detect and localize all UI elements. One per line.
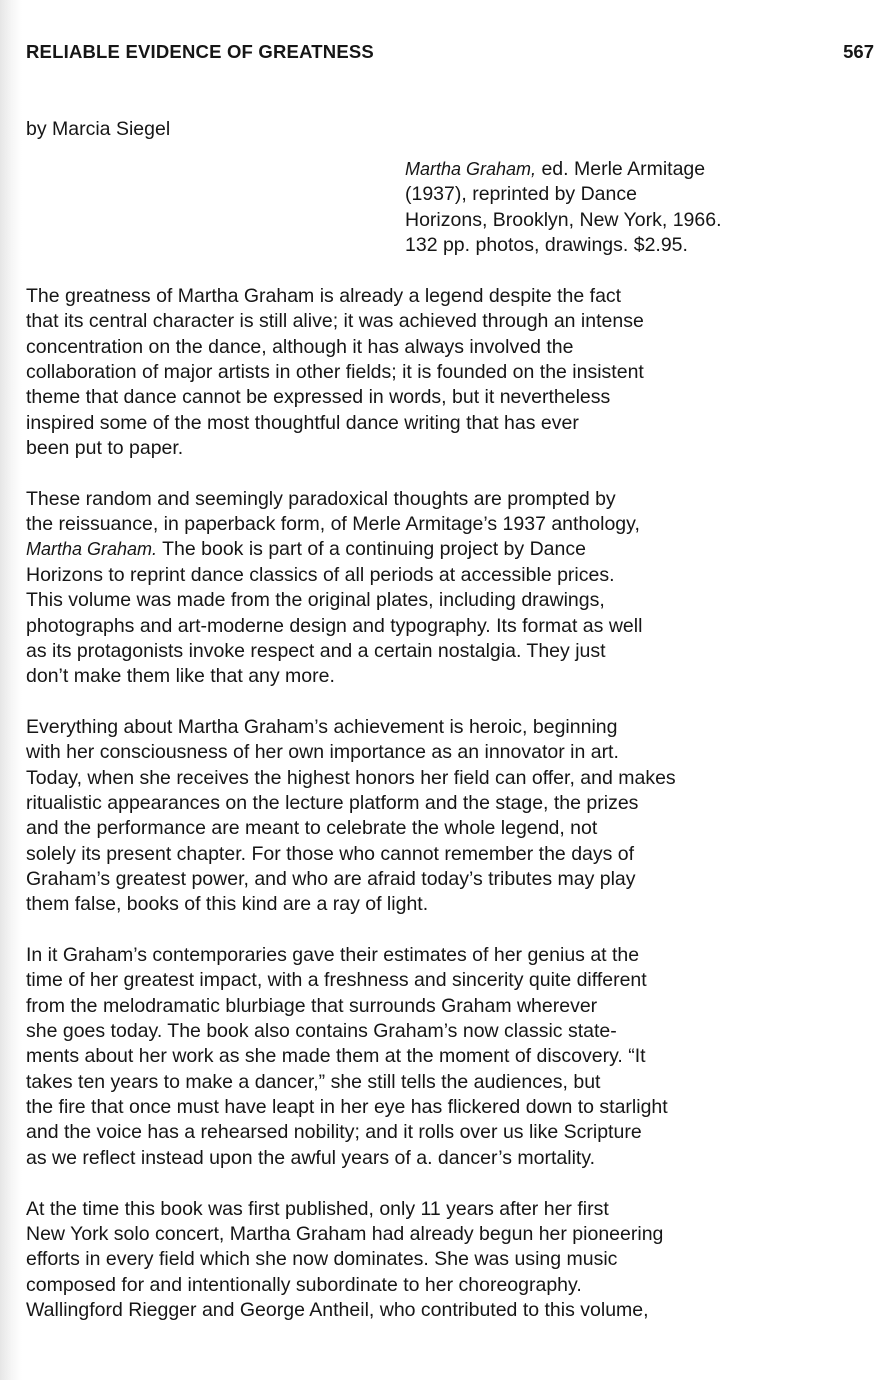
text-line: composed for and intentionally subordinate to her choreography. [26, 1273, 582, 1296]
text-line: ritualistic appearances on the lecture platform and the stage, the prizes [26, 791, 639, 814]
page-number: 567 [843, 41, 874, 62]
paragraph-4 [26, 943, 876, 1171]
text-line: efforts in every field which she now dominates. She was using music [26, 1248, 618, 1271]
text-line: as we reflect instead upon the awful years of a. dancer’s mortality. [26, 1146, 596, 1169]
text-line: them false, books of this kind are a ray of light. [26, 893, 429, 916]
inline-book-title: Martha Graham. [26, 539, 158, 560]
text-line: and the performance are meant to celebrate the whole legend, not [26, 817, 598, 840]
text-line: theme that dance cannot be expressed in words, but it nevertheless [26, 386, 611, 409]
text-line: Graham’s greatest power, and who are afraid today’s tributes may play [26, 868, 636, 890]
text-line: as its protagonists invoke respect and a certain nostalgia. They just [26, 639, 606, 662]
text-line: inspired some of the most thoughtful dance writing that has ever [26, 411, 579, 434]
running-title: RELIABLE EVIDENCE OF GREATNESS [26, 41, 374, 62]
citation-line: (1937), reprinted by Dance [405, 183, 637, 206]
text-line: been put to paper. [26, 437, 184, 460]
article-body [26, 284, 876, 1349]
text-line: This volume was made from the original plates, including drawings, [26, 589, 605, 612]
text-line: Everything about Martha Graham’s achievement is heroic, beginning [26, 715, 618, 738]
text-line: collaboration of major artists in other fields; it is founded on the insistent [26, 361, 644, 384]
book-citation [405, 157, 865, 258]
paragraph-5 [26, 1197, 876, 1324]
text-line: from the melodramatic blurbiage that surrounds Graham wherever [26, 994, 598, 1017]
text-line: Wallingford Riegger and George Antheil, who contributed to this volume, [26, 1298, 649, 1321]
text-line: and the voice has a rehearsed nobility; and it rolls over us like Scripture [26, 1121, 642, 1144]
text-line: with her consciousness of her own importance as an innovator in art. [26, 741, 619, 764]
text-line: ments about her work as she made them at the moment of discovery. “It [26, 1045, 646, 1068]
text-line: Today, when she receives the highest honors her field can offer, and makes [26, 766, 676, 789]
citation-book-title: Martha Graham, [405, 159, 537, 179]
text-line: Horizons to reprint dance classics of all periods at accessible prices. [26, 563, 615, 586]
text-line: that its central character is still alive; it was achieved through an intense [26, 310, 644, 333]
text-line: time of her greatest impact, with a freshness and sincerity quite different [26, 969, 647, 992]
text-line-rest: The book is part of a continuing project by Dance [157, 538, 586, 561]
citation-editor: ed. Merle Armitage [536, 158, 706, 180]
text-line: concentration on the dance, although it has always involved the [26, 335, 574, 358]
text-line: New York solo concert, Martha Graham had already begun her pioneering [26, 1222, 664, 1245]
text-line: she goes today. The book also contains Graham’s now classic state- [26, 1020, 617, 1043]
text-line: the fire that once must have leapt in her eye has flickered down to starlight [26, 1096, 668, 1119]
paragraph-3 [26, 715, 876, 918]
text-line: The greatness of Martha Graham is already a legend despite the fact [26, 285, 622, 307]
citation-line: Horizons, Brooklyn, New York, 1966. [405, 208, 722, 231]
text-line: takes ten years to make a dancer,” she still tells the audiences, but [26, 1070, 601, 1093]
citation-line [405, 157, 865, 182]
paragraph-1 [26, 284, 876, 461]
text-line: In it Graham’s contemporaries gave their estimates of her genius at the [26, 944, 640, 967]
author-byline: by Marcia Siegel [26, 118, 171, 140]
paragraph-2 [26, 487, 876, 690]
text-line: don’t make them like that any more. [26, 665, 335, 688]
text-line: photographs and art-moderne design and typography. Its format as well [26, 614, 643, 637]
text-line: At the time this book was first published, only 11 years after her first [26, 1197, 609, 1220]
text-line: the reissuance, in paperback form, of Merle Armitage’s 1937 anthology, [26, 513, 640, 536]
text-line: solely its present chapter. For those who cannot remember the days of [26, 842, 635, 865]
text-line [26, 537, 876, 562]
text-line: These random and seemingly paradoxical thoughts are prompted by [26, 487, 616, 510]
citation-line: 132 pp. photos, drawings. $2.95. [405, 233, 688, 256]
